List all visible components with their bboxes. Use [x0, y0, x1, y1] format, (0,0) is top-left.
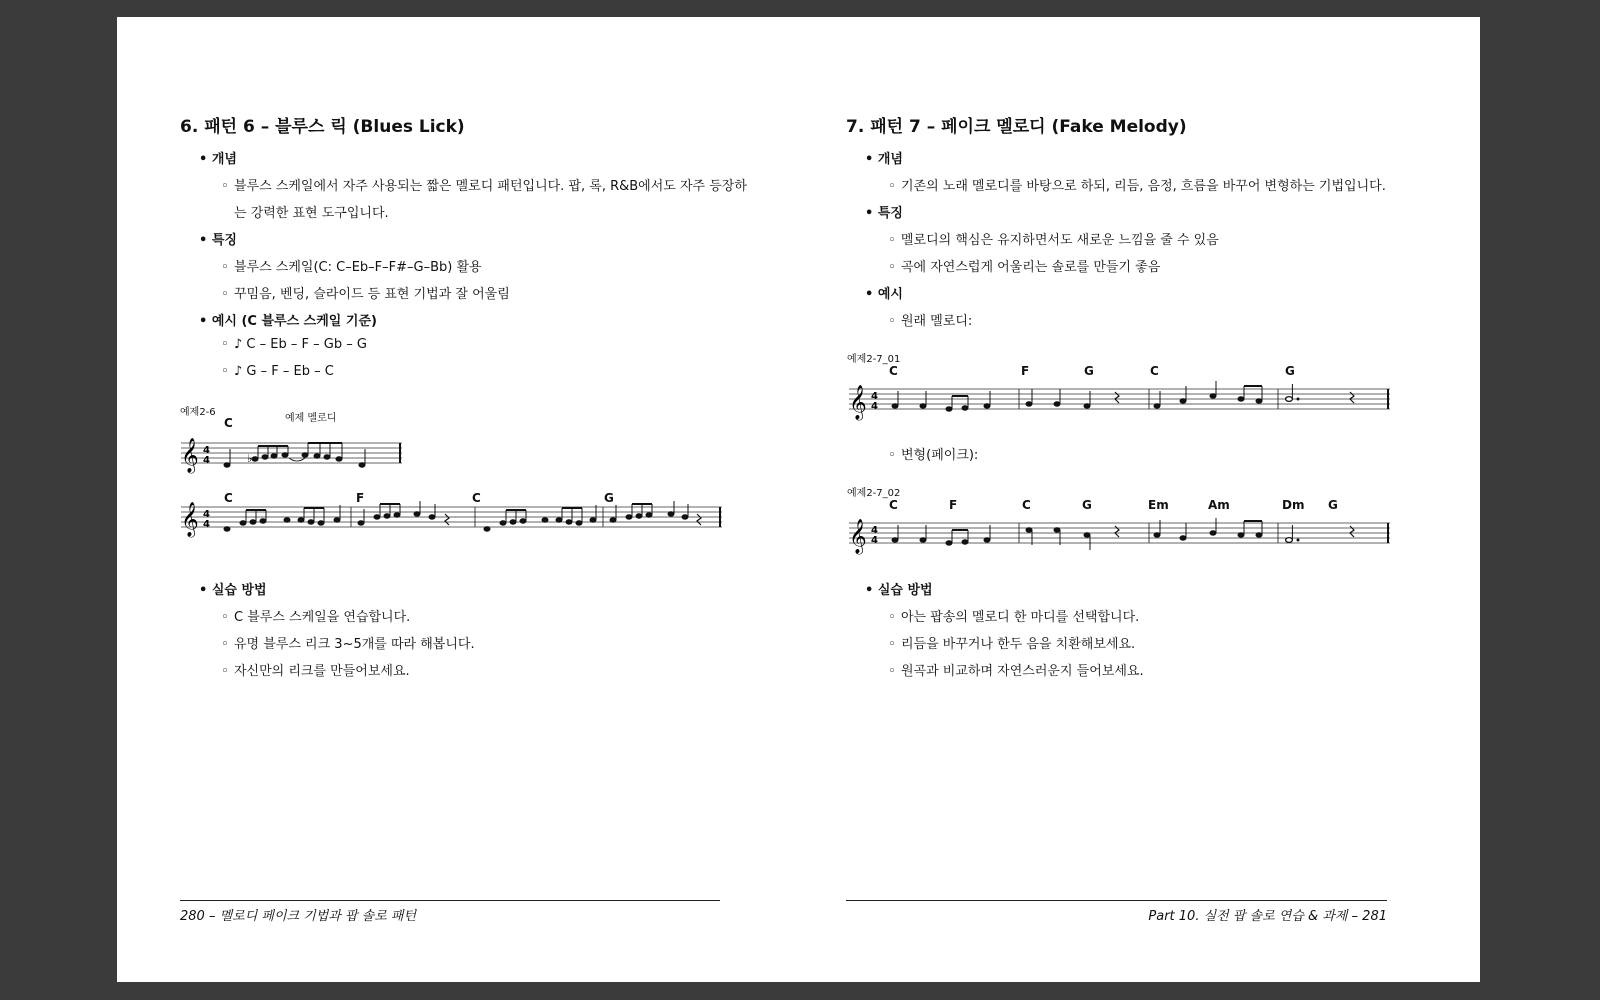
practice-item: ◦ 아는 팝송의 멜로디 한 마디를 선택합니다. [888, 610, 1140, 625]
section-heading: 7. 패턴 7 – 페이크 멜로디 (Fake Melody) [846, 117, 1187, 137]
variation-label: ◦ 변형(페이크): [888, 448, 979, 463]
chord-symbol: C [889, 364, 898, 378]
music-staff-blues-full [177, 487, 737, 557]
treble-clef-icon: 𝄞 [849, 519, 867, 554]
score-caption: 예제2-7_01 [847, 354, 901, 365]
svg-text:4: 4 [203, 445, 210, 456]
music-staff-original [845, 377, 1395, 437]
practice-item: ◦ 원곡과 비교하며 자연스러운지 들어보세요. [888, 664, 1144, 679]
svg-text:4: 4 [203, 455, 210, 466]
feature-item: ◦ 블루스 스케일(C: C–Eb–F–F#–G–Bb) 활용 [221, 260, 482, 275]
example-item: ◦ ♪ C – Eb – F – Gb – G [221, 337, 367, 352]
score-title: 예제 멜로디 [285, 413, 337, 424]
practice-item: ◦ C 블루스 스케일을 연습합니다. [221, 610, 411, 625]
chord-symbol: C [889, 498, 898, 512]
practice-label: • 실습 방법 [865, 583, 933, 598]
svg-text:4: 4 [203, 519, 210, 530]
footer-rule [846, 900, 1387, 901]
svg-text:4: 4 [203, 509, 210, 520]
svg-text:4: 4 [871, 401, 878, 412]
chord-symbol: C [1022, 498, 1031, 512]
feature-item: ◦ 멜로디의 핵심은 유지하면서도 새로운 느낌을 줄 수 있음 [888, 233, 1219, 248]
example-label: • 예시 (C 블루스 스케일 기준) [199, 314, 377, 329]
score-caption: 예제2-7_02 [847, 488, 901, 499]
example-label: • 예시 [865, 287, 903, 302]
chord-symbol: C [224, 416, 233, 430]
chord-symbol: F [356, 491, 365, 505]
chord-symbol: G [604, 491, 614, 505]
page-footer: 280 – 멜로디 페이크 기법과 팝 솔로 패턴 [180, 909, 417, 924]
footer-rule [180, 900, 720, 901]
original-melody-label: ◦ 원래 멜로디: [888, 314, 973, 329]
svg-text:♭: ♭ [247, 452, 253, 465]
chord-symbol: G [1285, 364, 1295, 378]
practice-label: • 실습 방법 [199, 583, 267, 598]
features-label: • 특징 [199, 233, 237, 248]
music-staff-blues-sample [177, 413, 407, 493]
svg-text:4: 4 [871, 391, 878, 402]
concept-label: • 개념 [865, 152, 903, 167]
practice-item: ◦ 리듬을 바꾸거나 한두 음을 치환해보세요. [888, 637, 1136, 652]
book-spread [117, 17, 1480, 982]
chord-symbol: C [472, 491, 481, 505]
svg-text:4: 4 [871, 525, 878, 536]
treble-clef-icon: 𝄞 [181, 502, 199, 537]
chord-symbol: F [1021, 364, 1030, 378]
section-heading: 6. 패턴 6 – 블루스 릭 (Blues Lick) [180, 117, 465, 137]
left-page [117, 17, 797, 982]
concept-label: • 개념 [199, 152, 237, 167]
practice-item: ◦ 자신만의 리크를 만들어보세요. [221, 664, 410, 679]
chord-symbol: Em [1148, 498, 1169, 512]
example-item: ◦ ♪ G – F – Eb – C [221, 364, 334, 379]
svg-text:4: 4 [871, 535, 878, 546]
chord-symbol: G [1328, 498, 1338, 512]
right-page [797, 17, 1477, 982]
feature-item: ◦ 곡에 자연스럽게 어울리는 솔로를 만들기 좋음 [888, 260, 1161, 275]
chord-symbol: F [949, 498, 958, 512]
chord-symbol: C [224, 491, 233, 505]
chord-symbol: G [1082, 498, 1092, 512]
page-footer: Part 10. 실전 팝 솔로 연습 & 과제 – 281 [1148, 909, 1387, 924]
chord-symbol: Am [1208, 498, 1230, 512]
concept-text: ◦ 기존의 노래 멜로디를 바탕으로 하되, 리듬, 음정, 흐름을 바꾸어 변형하는 기법입니다. [888, 179, 1386, 194]
treble-clef-icon: 𝄞 [849, 385, 867, 420]
chord-symbol: C [1150, 364, 1159, 378]
score-caption: 예제2-6 [180, 407, 216, 418]
feature-item: ◦ 꾸밈음, 벤딩, 슬라이드 등 표현 기법과 잘 어울림 [221, 287, 510, 302]
concept-text-line-1: 블루스 스케일에서 자주 사용되는 짧은 멜로디 패턴입니다. 팝, 록, R&B에서도 자주 등장하 [234, 179, 747, 194]
concept-text-line-2: 는 강력한 표현 도구입니다. [234, 206, 389, 221]
treble-clef-icon: 𝄞 [181, 438, 199, 473]
practice-item: ◦ 유명 블루스 리크 3~5개를 따라 해봅니다. [221, 637, 475, 652]
chord-symbol: Dm [1282, 498, 1305, 512]
music-staff-variation [845, 511, 1395, 571]
chord-symbol: G [1084, 364, 1094, 378]
features-label: • 특징 [865, 206, 903, 221]
concept-text: ◦ 블루스 스케일에서 자주 사용되는 짧은 멜로디 패턴입니다. 팝, 록, R&B에서도 자주 등장하 [221, 179, 747, 194]
